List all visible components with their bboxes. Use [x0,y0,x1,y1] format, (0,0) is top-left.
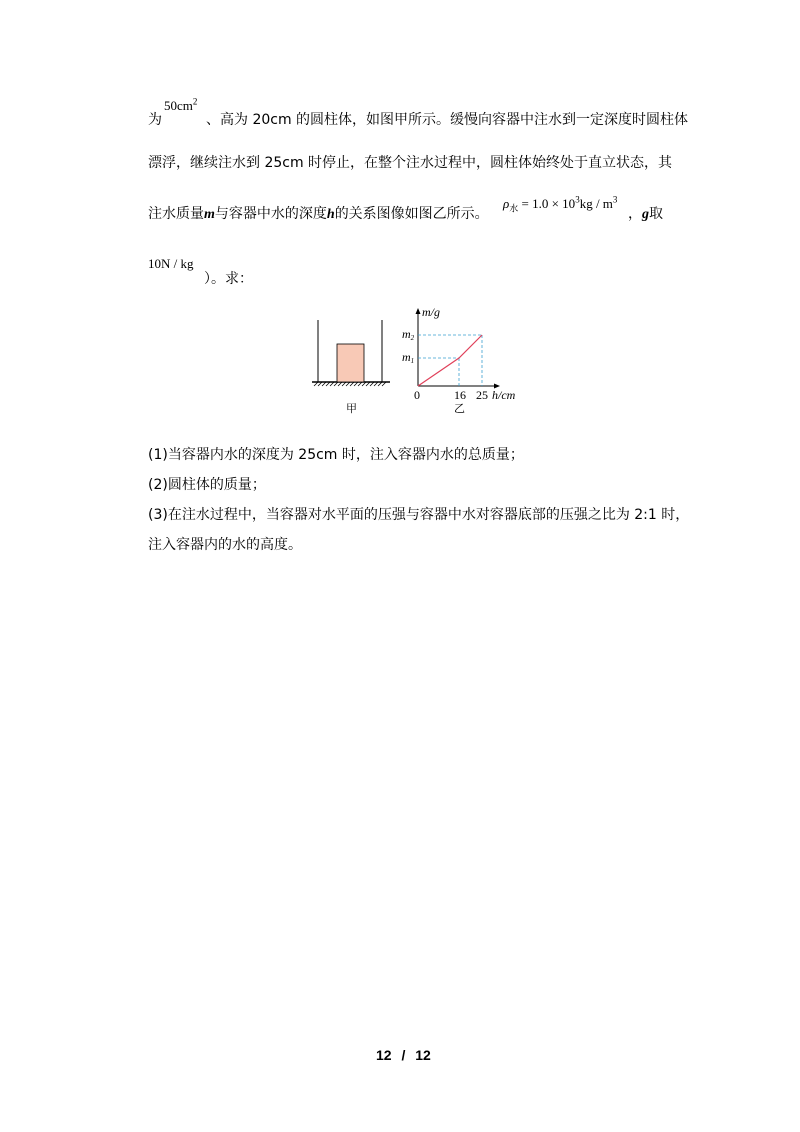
cylinder [337,344,364,382]
text-line-2: 漂浮，继续注水到 25cm 时停止，在整个注水过程中，圆柱体始终处于直立状态，其 [148,155,673,171]
m1-label: m1 [402,350,415,365]
text-line-3b: ，g取 [628,206,663,222]
text-wei: 为 [148,112,162,128]
text-line-1b: 、高为 20cm 的圆柱体，如图甲所示。缓慢向容器中注水到一定深度时圆柱体 [206,112,689,128]
question-1: (1)当容器内水的深度为 25cm 时，注入容器内水的总质量； [148,447,524,463]
tick-25-label: 25 [476,388,488,402]
mass-depth-curve [418,335,482,386]
g-value: 10N / kg [148,256,194,271]
figure-jia-label: 甲 [346,403,357,415]
y-axis-label: m/g [422,305,440,319]
text-line-1 [148,112,162,128]
density-formula: $\rho_水 = 1.0 \times 10^3kg / m^3$ [503,194,618,214]
m2-label: m2 [402,327,415,342]
question-3: (3)在注水过程中，当容器对水平面的压强与容器中水对容器底部的压强之比为 2:1 时， [148,507,690,523]
y-axis-arrow [416,308,421,314]
question-2: (2)圆柱体的质量； [148,477,266,493]
origin-label: 0 [414,388,420,402]
text-line-4: ）。求： [204,271,253,287]
page-separator: / [401,1047,406,1063]
figure-yi-label: 乙 [454,403,465,415]
current-page: 12 [376,1047,392,1063]
figure [300,300,530,425]
question-3-continued: 注入容器内的水的高度。 [148,537,302,553]
page-number [376,1047,431,1063]
tick-16-label: 16 [454,388,466,402]
area-value: $50cm^2$ [164,96,198,113]
total-pages: 12 [415,1047,431,1063]
x-axis-label: h/cm [492,388,516,402]
text-line-3: 注水质量m与容器中水的深度h的关系图像如图乙所示。 [148,206,489,222]
